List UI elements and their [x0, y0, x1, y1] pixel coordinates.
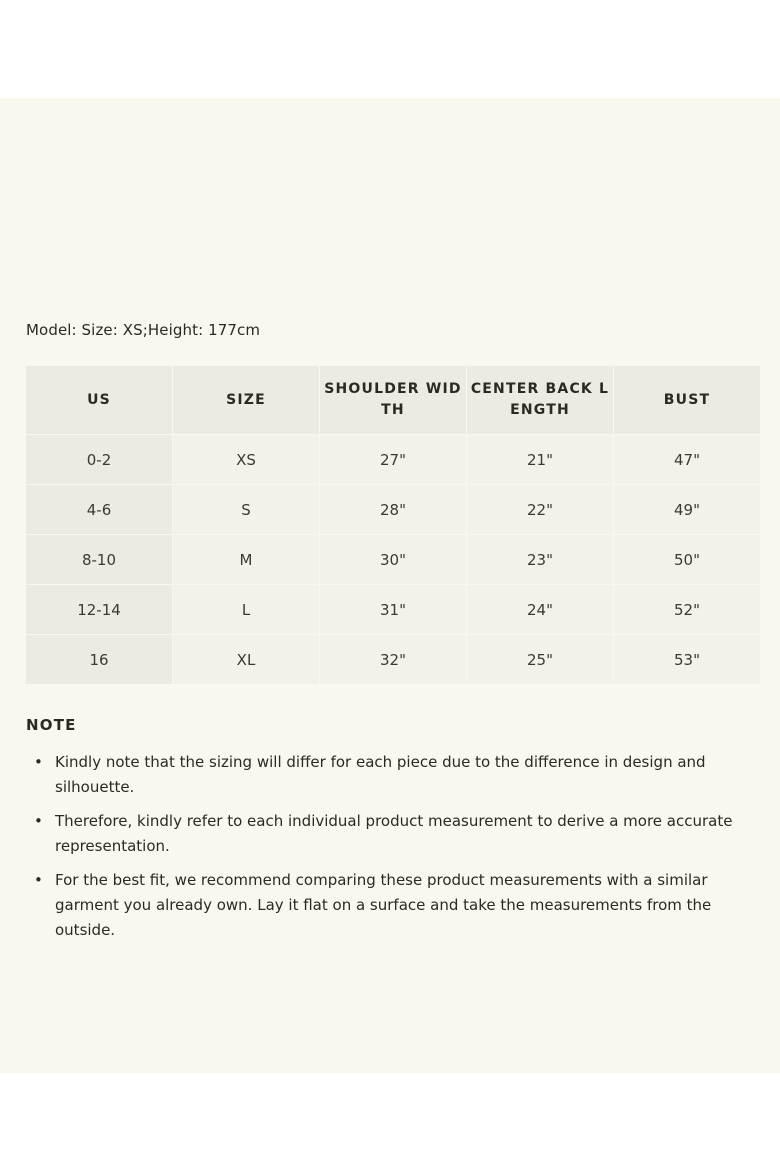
cell-size: M [173, 535, 320, 585]
cell-us: 8-10 [26, 535, 173, 585]
header-us: US [26, 366, 173, 435]
note-list [26, 750, 754, 952]
header-shoulder-width: SHOULDER WIDTH [320, 366, 467, 435]
header-size: SIZE [173, 366, 320, 435]
cell-us: 16 [26, 635, 173, 685]
bullet-icon: • [34, 812, 43, 830]
size-table [25, 365, 761, 685]
cell-center-back-length: 24" [467, 585, 614, 635]
table-row [26, 635, 761, 685]
cell-bust: 52" [614, 585, 761, 635]
cell-size: XL [173, 635, 320, 685]
cell-center-back-length: 22" [467, 485, 614, 535]
size-guide-panel [0, 98, 780, 1073]
cell-shoulder-width: 27" [320, 435, 467, 485]
cell-us: 4-6 [26, 485, 173, 535]
cell-bust: 50" [614, 535, 761, 585]
model-info: Model: Size: XS;Height: 177cm [26, 321, 261, 339]
note-text: For the best fit, we recommend comparing these product measurements with a similar garment you already own. Lay it flat on a surface and take the measurements from the outside. [55, 871, 712, 939]
table-row [26, 435, 761, 485]
note-text: Therefore, kindly refer to each individual product measurement to derive a more accurate representation. [55, 812, 733, 855]
list-item [26, 750, 754, 800]
cell-bust: 49" [614, 485, 761, 535]
table-header-row [26, 366, 761, 435]
table-row [26, 485, 761, 535]
cell-bust: 53" [614, 635, 761, 685]
bullet-icon: • [34, 871, 43, 889]
cell-shoulder-width: 31" [320, 585, 467, 635]
cell-center-back-length: 23" [467, 535, 614, 585]
note-heading: NOTE [26, 716, 77, 734]
header-center-back-length: CENTER BACK LENGTH [467, 366, 614, 435]
bullet-icon: • [34, 753, 43, 771]
cell-bust: 47" [614, 435, 761, 485]
cell-center-back-length: 21" [467, 435, 614, 485]
cell-us: 0-2 [26, 435, 173, 485]
table-row [26, 535, 761, 585]
table-row [26, 585, 761, 635]
list-item [26, 868, 754, 943]
cell-shoulder-width: 28" [320, 485, 467, 535]
header-bust: BUST [614, 366, 761, 435]
cell-size: S [173, 485, 320, 535]
cell-size: L [173, 585, 320, 635]
cell-shoulder-width: 30" [320, 535, 467, 585]
cell-size: XS [173, 435, 320, 485]
list-item [26, 809, 754, 859]
cell-center-back-length: 25" [467, 635, 614, 685]
cell-shoulder-width: 32" [320, 635, 467, 685]
cell-us: 12-14 [26, 585, 173, 635]
note-text: Kindly note that the sizing will differ for each piece due to the difference in design and silhouette. [55, 753, 706, 796]
